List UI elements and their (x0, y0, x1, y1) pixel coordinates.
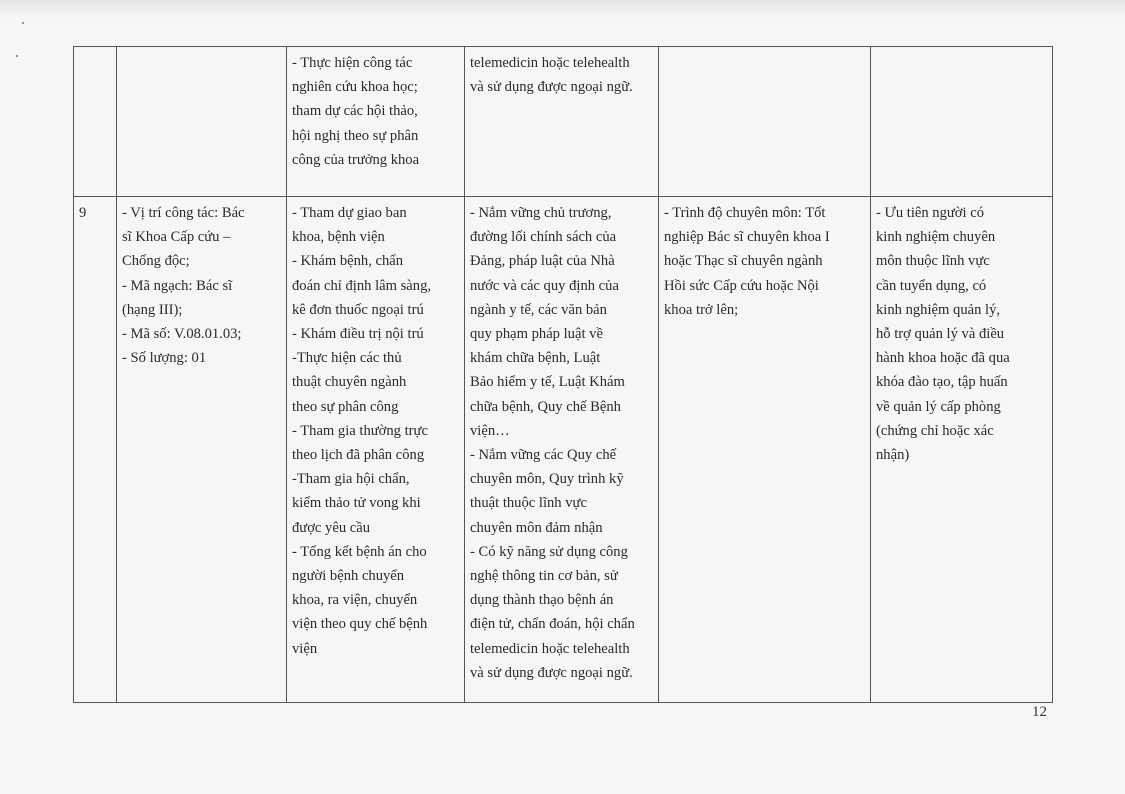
stt-cell: 9 (74, 197, 117, 703)
text-line: khóa đào tạo, tập huấn (876, 374, 1008, 391)
text-line: viện… (470, 422, 510, 439)
text-line: kê đơn thuốc ngoại trú (292, 301, 424, 318)
text-line: khoa trở lên; (664, 301, 739, 318)
text-line: đoán chỉ định lâm sàng, (292, 277, 432, 294)
text-line: - Mã ngạch: Bác sĩ (122, 277, 233, 294)
text-line: - Trình độ chuyên môn: Tốt (664, 205, 826, 221)
text-line: - Tổng kết bệnh án cho (292, 543, 427, 560)
text-line: telemedicin hoặc telehealth (470, 640, 630, 657)
text-line: khoa, ra viện, chuyển (292, 592, 418, 609)
text-line: kiểm thảo tử vong khi (292, 495, 421, 512)
text-line: tham dự các hội thảo, (292, 103, 418, 120)
text-line: cần tuyển dụng, có (876, 277, 987, 294)
text-line: - Tham gia thường trực (292, 422, 428, 439)
text-line: điện tử, chẩn đoán, hội chẩn (470, 616, 635, 633)
text-line: Bảo hiểm y tế, Luật Khám (470, 374, 625, 391)
vi-tri-cell (117, 47, 287, 197)
text-line: chuyên môn đảm nhận (470, 519, 603, 536)
text-line: về quản lý cấp phòng (876, 398, 1001, 415)
text-line: người bệnh chuyển (292, 568, 405, 585)
text-line: dụng thành thạo bệnh án (470, 592, 614, 609)
text-line: quy phạm pháp luật về (470, 326, 603, 343)
text-line: Hồi sức Cấp cứu hoặc Nội (664, 277, 819, 294)
text-line: - Mã số: V.08.01.03; (122, 326, 242, 343)
text-line: nước và các quy định của (470, 277, 619, 294)
text-line: theo lịch đã phân công (292, 447, 425, 464)
stt-cell (74, 47, 117, 197)
text-line: và sử dụng được ngoại ngữ. (470, 79, 633, 96)
text-line: nghiên cứu khoa học; (292, 79, 418, 96)
text-line: môn thuộc lĩnh vực (876, 253, 990, 270)
text-line: - Vị trí công tác: Bác (122, 205, 245, 221)
text-line: (hạng III); (122, 301, 183, 318)
text-line: nghệ thông tin cơ bản, sử (470, 568, 618, 585)
text-line: - Khám điều trị nội trú (292, 326, 424, 343)
text-line: - Có kỹ năng sử dụng công (470, 543, 628, 560)
nhiem-vu-cell (287, 47, 465, 197)
text-line: telemedicin hoặc telehealth (470, 55, 630, 71)
text-line: (chứng chỉ hoặc xác (876, 422, 994, 439)
table-row (74, 47, 1053, 197)
text-line: - Khám bệnh, chẩn (292, 253, 404, 270)
text-line: kinh nghiệm chuyên (876, 229, 996, 246)
text-line: ngành y tế, các văn bản (470, 301, 607, 318)
text-line: hỗ trợ quản lý và điều (876, 326, 1005, 343)
table-row (74, 197, 1053, 703)
trinh-do-cell (659, 197, 871, 703)
text-line: khám chữa bệnh, Luật (470, 350, 601, 367)
text-line: - Thực hiện công tác (292, 55, 413, 71)
text-line: Chống độc; (122, 253, 190, 270)
text-line: hội nghị theo sự phân (292, 127, 419, 144)
recruitment-table (73, 46, 1053, 703)
text-line: thuật chuyên ngành (292, 374, 407, 391)
text-line: nhận) (876, 447, 910, 464)
uu-tien-cell (871, 47, 1053, 197)
text-line: - Tham dự giao ban (292, 205, 407, 221)
text-line: và sử dụng được ngoại ngữ. (470, 664, 633, 681)
text-line: hoặc Thạc sĩ chuyên ngành (664, 253, 823, 270)
scan-speck (16, 55, 18, 57)
text-line: Đảng, pháp luật của Nhà (470, 253, 615, 270)
text-line: hành khoa hoặc đã qua (876, 350, 1010, 367)
text-line: được yêu cầu (292, 519, 371, 536)
text-line: khoa, bệnh viện (292, 229, 385, 246)
vi-tri-cell (117, 197, 287, 703)
text-line: - Nắm vững các Quy chế (470, 447, 617, 464)
text-line: - Nắm vững chủ trương, (470, 205, 612, 221)
text-line: viện (292, 640, 318, 657)
text-line: viện theo quy chế bệnh (292, 616, 428, 633)
scan-shadow (0, 0, 1125, 18)
text-line: nghiệp Bác sĩ chuyên khoa I (664, 229, 830, 246)
text-line: -Thực hiện các thủ (292, 350, 402, 367)
trinh-do-cell (659, 47, 871, 197)
text-line: - Ưu tiên người có (876, 205, 985, 221)
hieu-biet-cell (465, 47, 659, 197)
text-line: sĩ Khoa Cấp cứu – (122, 229, 231, 246)
text-line: -Tham gia hội chẩn, (292, 471, 410, 488)
text-line: công của trưởng khoa (292, 151, 420, 168)
uu-tien-cell (871, 197, 1053, 703)
nhiem-vu-cell (287, 197, 465, 703)
text-line: chữa bệnh, Quy chế Bệnh (470, 398, 621, 415)
text-line: theo sự phân công (292, 398, 399, 415)
text-line: kinh nghiệm quản lý, (876, 301, 1001, 318)
text-line: chuyên môn, Quy trình kỹ (470, 471, 624, 488)
page-number: 12 (1032, 704, 1047, 720)
scan-speck (22, 22, 24, 24)
hieu-biet-cell (465, 197, 659, 703)
text-line: đường lối chính sách của (470, 229, 617, 246)
text-line: - Số lượng: 01 (122, 350, 207, 367)
text-line: thuật thuộc lĩnh vực (470, 495, 587, 512)
